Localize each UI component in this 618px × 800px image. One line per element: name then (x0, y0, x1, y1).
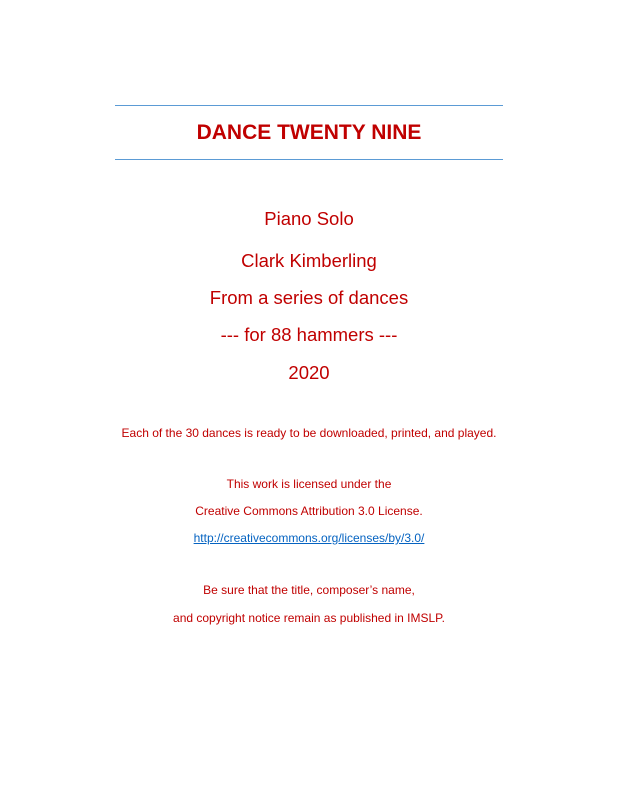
license-link-row (0, 529, 618, 547)
title-bottom-rule (115, 159, 503, 160)
page-title: DANCE TWENTY NINE (196, 121, 422, 144)
title-top-rule (115, 105, 503, 106)
footer-line-2: and copyright notice remain as published in IMSLP. (173, 611, 445, 625)
license-line-2: Creative Commons Attribution 3.0 License. (195, 504, 423, 518)
license-link[interactable]: http://creativecommons.org/licenses/by/3.0/ (193, 531, 425, 545)
composer-name: Clark Kimberling (241, 250, 377, 271)
license-line-1: This work is licensed under the (226, 477, 392, 491)
footer-line-1: Be sure that the title, composer’s name, (203, 583, 415, 597)
instrument-text: Piano Solo (264, 208, 354, 229)
download-notice: Each of the 30 dances is ready to be downloaded, printed, and played. (121, 426, 497, 440)
subtitle-text: --- for 88 hammers --- (220, 324, 398, 345)
year-text: 2020 (288, 362, 330, 383)
series-text: From a series of dances (209, 287, 409, 308)
